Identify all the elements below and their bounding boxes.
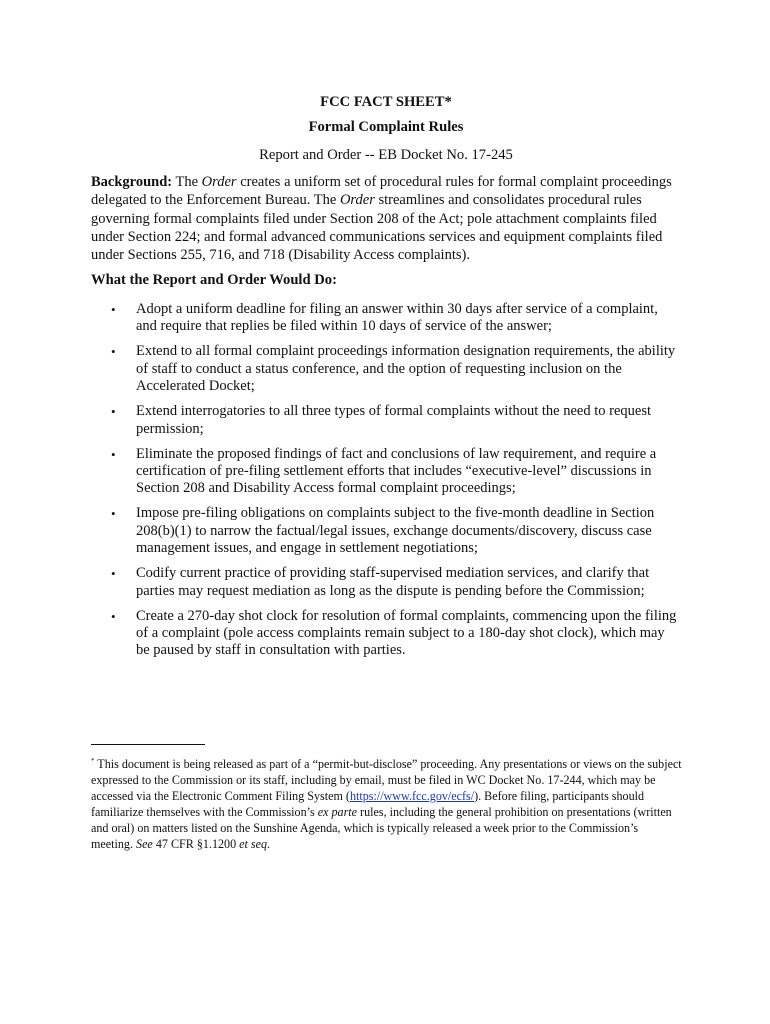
list-item	[91, 446, 681, 498]
bullet-icon: •	[111, 608, 116, 624]
bullet-icon: •	[111, 446, 116, 462]
list-item	[91, 403, 681, 438]
list-item	[91, 505, 681, 557]
footnote-text-5: .	[267, 836, 271, 851]
footnote-text-2: ). Before filing, participants should familiarize themselves with the Commission’s	[91, 788, 645, 819]
order-term-1: Order	[201, 174, 237, 190]
footnote-text-4: 47 CFR §1.1200	[152, 836, 240, 851]
background-label: Background:	[91, 174, 173, 190]
background-text-2: creates a uniform set of procedural rules for formal complaint proceedings delegated to the Enforcement Bureau. The	[91, 174, 672, 209]
docket-line: Report and Order -- EB Docket No. 17-245	[259, 147, 513, 163]
list-item-text: Extend interrogatories to all three types of formal complaints without the need to request permission;	[136, 403, 652, 437]
background-paragraph	[91, 173, 681, 264]
list-item	[91, 608, 681, 660]
background-text-1: The	[175, 174, 202, 190]
background-text-3: streamlines and consolidates procedural rules governing formal complaints filed under Section 208 of the Act; pole attachment complaints filed under Section 224; and formal advanced communications services and equipment complaints filed under Sections 255, 716, and 718 (Disability Access complaints).	[91, 192, 663, 264]
footnote-divider	[91, 744, 205, 745]
see-term: See	[136, 836, 153, 851]
footnote	[91, 754, 683, 852]
list-item-text: Create a 270-day shot clock for resolution of formal complaints, commencing upon the filing of a complaint (pole access complaints remain subject to a 180-day shot clock), which may be paused by staff in consultation with parties.	[136, 607, 677, 659]
bullet-icon: •	[111, 302, 116, 317]
bullet-icon: •	[111, 506, 116, 522]
ex-parte-term: ex parte	[317, 804, 358, 819]
ecfs-link[interactable]: https://www.fcc.gov/ecfs/	[349, 788, 475, 803]
list-item	[91, 301, 681, 336]
order-term-2: Order	[339, 192, 375, 209]
footnote-marker: *	[91, 757, 95, 765]
section-heading: What the Report and Order Would Do:	[91, 272, 337, 288]
et-seq-term: et seq	[239, 836, 268, 851]
bullet-icon: •	[111, 404, 116, 420]
list-item	[91, 565, 681, 600]
actions-list	[91, 301, 681, 667]
footnote-text-1: This document is being released as part of a “permit-but-disclose” proceeding. Any presentations or views on the subject expressed to the Commission or its staff, including by email, must be filed in WC Docket No. 17-244, which may be accessed via the Electronic Comment Filing System (	[91, 757, 682, 803]
bullet-icon: •	[111, 566, 116, 582]
footnote-text-3: rules, including the general prohibition on presentations (written and oral) on matters listed on the Sunshine Agenda, which is typically released a week prior to the Commission’s meeting.	[91, 804, 672, 851]
list-item	[91, 343, 681, 395]
fact-sheet-subtitle: Formal Complaint Rules	[308, 119, 464, 135]
bullet-icon: •	[111, 344, 116, 360]
list-item-text: Eliminate the proposed findings of fact and conclusions of law requirement, and require a certification of pre-filing settlement efforts that includes “executive-level” discussions in Section 208 and Disability Access formal complaint proceedings;	[136, 445, 657, 497]
list-item-text: Extend to all formal complaint proceedings information designation requirements, the ability of staff to conduct a status conference, and the option of requesting inclusion on the Accelerated Docket;	[136, 343, 676, 395]
fact-sheet-title: FCC FACT SHEET*	[320, 94, 452, 110]
list-item-text: Impose pre-filing obligations on complaints subject to the five-month deadline in Section 208(b)(1) to narrow the factual/legal issues, exchange documents/discovery, discuss case management issues, and engage in settlement negotiations;	[136, 505, 655, 557]
list-item-text: Codify current practice of providing staff-supervised mediation services, and clarify that parties may request mediation as long as the dispute is pending before the Commission;	[136, 565, 650, 599]
list-item-text: Adopt a uniform deadline for filing an answer within 30 days after service of a complaint, and require that replies be filed within 10 days of service of the answer;	[136, 301, 658, 335]
